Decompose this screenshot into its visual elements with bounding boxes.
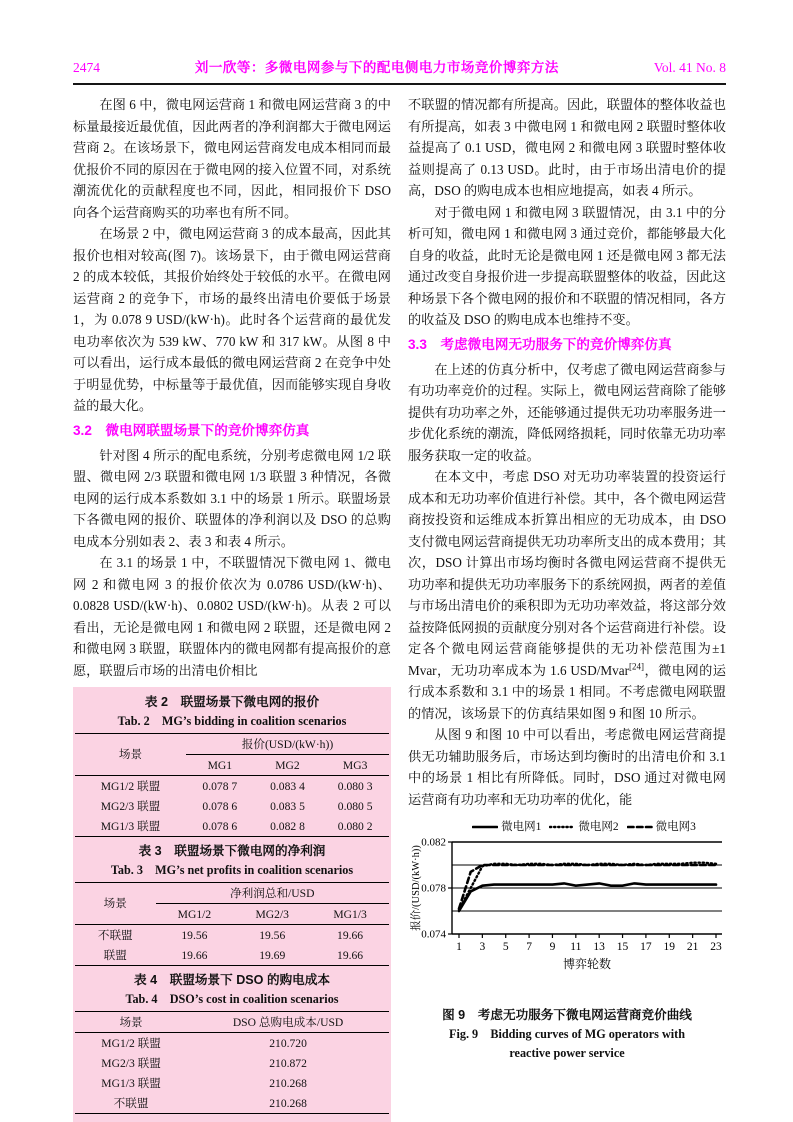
svg-text:23: 23: [710, 941, 722, 953]
table-row: [75, 776, 389, 797]
series-微电网1: [459, 883, 716, 911]
paragraph: 在图 6 中，微电网运营商 1 和微电网运营商 3 的中标量最接近最优值，因此两者的净利润都大于微电网运营商 2。在该场景下，微电网运营商发电成本相同而最优报价不同的原因在于微电网的接入位置不同，对系统潮流优化的贡献程度也不同，因此，相同报价下 DSO 向各个运营商购买的功率也有所不同。: [73, 97, 391, 220]
paragraph-with-citation: [408, 466, 726, 724]
table2: [75, 733, 389, 837]
paragraph: 在上述的仿真分析中，仅考虑了微电网运营商参与有功功率竞价的过程。实际上，微电网运营商除了能够提供有功功率之外，还能够通过提供无功功率服务进一步优化系统的潮流，降低网络损耗，同时依靠无功功率服务获取一定的收益。: [408, 361, 726, 463]
svg-text:19: 19: [663, 941, 676, 953]
legend-line-sample-dotted: [549, 823, 575, 831]
paragraph-text: ，微电网的运行成本系数和 3.1 中的场景 1 相同。不考虑微电网联盟的情况，该场景下的仿真结果如图 9 和图 10 所示。: [408, 662, 726, 721]
svg-text:5: 5: [502, 941, 509, 953]
table4: [75, 1011, 389, 1114]
column-header: MG1/2: [156, 904, 234, 925]
paragraph: 针对图 4 所示的配电系统，分别考虑微电网 1/2 联盟、微电网 2/3 联盟和微电网 1/3 联盟 3 种情况，各微电网的运行成本系数如 3.1 中的场景 1 所示。联盟场景下各微电网的报价、联盟体的净利润以及 DSO 的总购电成本分别如表 2、表 3 和表 4 所示。: [73, 447, 391, 549]
legend-label: 微电网1: [501, 821, 542, 833]
scene-cell: 不联盟: [97, 928, 133, 942]
paragraph: 对于微电网 1 和微电网 3 联盟情况，由 3.1 中的分析可知，微电网 1 和微电网 3 通过竞价，都能够最大化自身的收益，此时无论是微电网 1 还是微电网 3 都无法通过改变自身报价进一步提高联盟整体的收益，因此这种场景下各个微电网的报价和不联盟的情况相同，各方的收益及 DSO 的购电成本也维持不变。: [408, 204, 726, 327]
paragraph: 不联盟的情况都有所提高。因此，联盟体的整体收益也有所提高，如表 3 中微电网 1 和微电网 2 联盟时整体收益提高了 0.1 USD，微电网 2 和微电网 3 联盟时整体收益则提高了 0.13 USD。此时，由于市场出清电价的提高，DSO 的购电成本也相应地提高，如表 4 所示。: [408, 97, 726, 198]
column-header: MG3: [321, 755, 389, 776]
legend-line-sample-solid: [472, 823, 498, 831]
legend-line-sample-dashed: [627, 823, 653, 831]
paragraph: 从图 9 和图 10 中可以看出，考虑微电网运营商提供无功辅助服务后，市场达到均衡时的出清电价和 3.1 中的场景 1 相比有所降低。同时，DSO 通过对微电网运营商有功功率和无功功率的优化，能: [408, 727, 726, 807]
svg-text:3: 3: [479, 941, 486, 953]
group-header: 净利润总和/USD: [156, 883, 389, 904]
right-column: [408, 94, 726, 1122]
series-微电网3: [459, 865, 716, 909]
value-cell: 0.080 2: [337, 819, 373, 833]
legend-label: 微电网2: [578, 821, 619, 833]
value-cell: 0.082 8: [270, 819, 305, 833]
svg-text:21: 21: [686, 941, 699, 953]
svg-text:博弈轮数: 博弈轮数: [562, 957, 612, 971]
svg-text:15: 15: [616, 941, 629, 953]
svg-text:0.082: 0.082: [421, 836, 446, 849]
legend-item: [472, 820, 541, 834]
series-微电网2: [459, 863, 716, 910]
table2-title-zh: 表 2 联盟场景下微电网的报价: [144, 695, 320, 709]
column-header: MG1: [186, 755, 254, 776]
table3-title-zh: 表 3 联盟场景下微电网的净利润: [138, 844, 326, 858]
column-header: 场景: [75, 734, 186, 776]
value-cell: 0.078 6: [202, 799, 238, 813]
svg-text:11: 11: [570, 941, 582, 953]
scene-cell: MG1/2 联盟: [101, 1036, 161, 1050]
value-cell: 0.080 5: [337, 799, 373, 813]
table3-title-en: Tab. 3 MG’s net profits in coalition scenarios: [110, 863, 354, 877]
column-header: MG1/3: [311, 904, 389, 925]
svg-text:报价/(USD/(kW·h)): 报价/(USD/(kW·h)): [411, 845, 422, 931]
figure-caption-en-line2: reactive power service: [509, 1045, 625, 1060]
scene-cell: MG2/3 联盟: [100, 799, 161, 813]
value-cell: 0.083 5: [270, 799, 305, 813]
scene-cell: MG2/3 联盟: [101, 1056, 161, 1070]
value-cell: 210.268: [269, 1076, 307, 1090]
value-cell: 19.66: [181, 948, 208, 962]
table-row: [75, 925, 389, 946]
scene-cell: 联盟: [103, 948, 127, 962]
svg-text:17: 17: [640, 941, 652, 953]
table-row: [75, 1073, 389, 1093]
column-header: MG2/3: [233, 904, 311, 925]
legend-item: [549, 820, 618, 834]
table-row: [75, 1093, 389, 1114]
value-cell: 19.69: [259, 948, 286, 962]
svg-text:0.078: 0.078: [421, 882, 446, 895]
legend-item: [627, 820, 696, 834]
two-column-body: [73, 94, 726, 1122]
section-heading-3-3: 3.3 考虑微电网无功服务下的竞价博弈仿真: [408, 336, 672, 352]
legend-label: 微电网3: [655, 821, 696, 833]
table4-title-zh: 表 4 联盟场景下 DSO 的购电成本: [134, 973, 330, 987]
left-column: [73, 94, 391, 1122]
table3: [75, 882, 389, 966]
figure-caption-zh: 图 9 考虑无功服务下微电网运营商竞价曲线: [442, 1007, 692, 1022]
page-number: 2474: [73, 60, 100, 75]
table2-title-en: Tab. 2 MG’s bidding in coalition scenarios: [117, 714, 347, 728]
table-row: [75, 945, 389, 966]
section-heading-3-2: 3.2 微电网联盟场景下的竞价博弈仿真: [73, 422, 310, 438]
citation-marker: [24]: [629, 661, 644, 672]
table4-title-en: Tab. 4 DSO’s cost in coalition scenarios: [125, 992, 339, 1006]
figure-9: [408, 820, 726, 1063]
paragraph: 在 3.1 的场景 1 中，不联盟情况下微电网 1、微电网 2 和微电网 3 的报价依次为 0.0786 USD/(kW·h)、0.0828 USD/(kW·h)、0.0802 USD/(kW·h)。从表 2 可以看出，无论是微电网 1 和微电网 2 联盟，还是微电网 2 和微电网 3 联盟，联盟体内的微电网都有提高报价的意愿，联盟后市场的出清电价相比: [73, 555, 391, 678]
scene-cell: MG1/3 联盟: [100, 819, 161, 833]
scene-cell: 不联盟: [113, 1096, 149, 1110]
svg-text:13: 13: [593, 941, 605, 953]
group-header: 报价(USD/(kW·h)): [186, 734, 389, 755]
table-row: [75, 816, 389, 837]
value-cell: 19.66: [337, 928, 364, 942]
paragraph-text: 在本文中，考虑 DSO 对无功功率装置的投资运行成本和无功功率价值进行补偿。其中，各个微电网运营商按投资和运维成本折算出相应的无功成本，由 DSO 支付微电网运营商提供无功功率所支出的成本费用；其次，DSO 计算出市场均衡时各微电网运营商不提供无功功率和提供无功功率服务下的系统网损，两者的差值与市场出清电价的乘积即为无功功率效益，将这部分效益按降低网损的贡献度分别对各个运营商进行补偿。设定各个微电网运营商能够提供的无功补偿范围为±1 Mvar，无功功率成本为 1.6 USD/Mvar: [408, 469, 726, 678]
paragraph: 在场景 2 中，微电网运营商 3 的成本最高，因此其报价也相对较高(图 7)。该场景下，由于微电网运营商 2 的成本较低，其报价始终处于较低的水平。在微电网运营商 2 的竞争下，市场的最终出清电价要低于场景 1，为 0.078 9 USD/(kW·h)。此时各个运营商的最优发电功率依次为 539 kW、770 kW 和 317 kW。从图 8 中可以看出，运行成本最低的微电网运营商 2 在竞争中处于明显优势，中标量等于最优值，因而能够实现自身收益的最大化。: [73, 226, 391, 413]
value-cell: 0.078 6: [202, 819, 238, 833]
value-cell: 19.56: [181, 928, 208, 942]
column-header: 场景: [75, 1012, 187, 1033]
table-row: [75, 1033, 389, 1054]
figure-caption-en-line1: Fig. 9 Bidding curves of MG operators with: [449, 1026, 685, 1041]
value-cell: 0.078 7: [202, 779, 238, 793]
table-row: [75, 796, 389, 816]
journal-title: 刘一欣等：多微电网参与下的配电侧电力市场竞价博弈方法: [194, 60, 559, 75]
tables-block: [73, 687, 391, 1122]
svg-text:0.074: 0.074: [421, 928, 446, 941]
value-cell: 210.268: [269, 1096, 307, 1110]
svg-text:7: 7: [526, 941, 532, 953]
column-header: 场景: [75, 883, 156, 925]
value-cell: 0.080 3: [337, 779, 373, 793]
scene-cell: MG1/3 联盟: [101, 1076, 161, 1090]
svg-text:1: 1: [456, 941, 462, 953]
table-row: [75, 1053, 389, 1073]
value-cell: 0.083 4: [270, 779, 305, 793]
column-header: DSO 总购电成本/USD: [187, 1012, 389, 1033]
value-cell: 210.720: [269, 1036, 307, 1050]
svg-text:9: 9: [549, 941, 556, 953]
value-cell: 210.872: [269, 1056, 307, 1070]
chart-legend: [442, 820, 726, 834]
bidding-curves-chart: [408, 834, 726, 991]
column-header: MG2: [254, 755, 322, 776]
scene-cell: MG1/2 联盟: [100, 779, 161, 793]
page-header: [73, 56, 726, 85]
value-cell: 19.66: [337, 948, 364, 962]
volume-info: Vol. 41 No. 8: [653, 60, 726, 75]
value-cell: 19.56: [259, 928, 286, 942]
